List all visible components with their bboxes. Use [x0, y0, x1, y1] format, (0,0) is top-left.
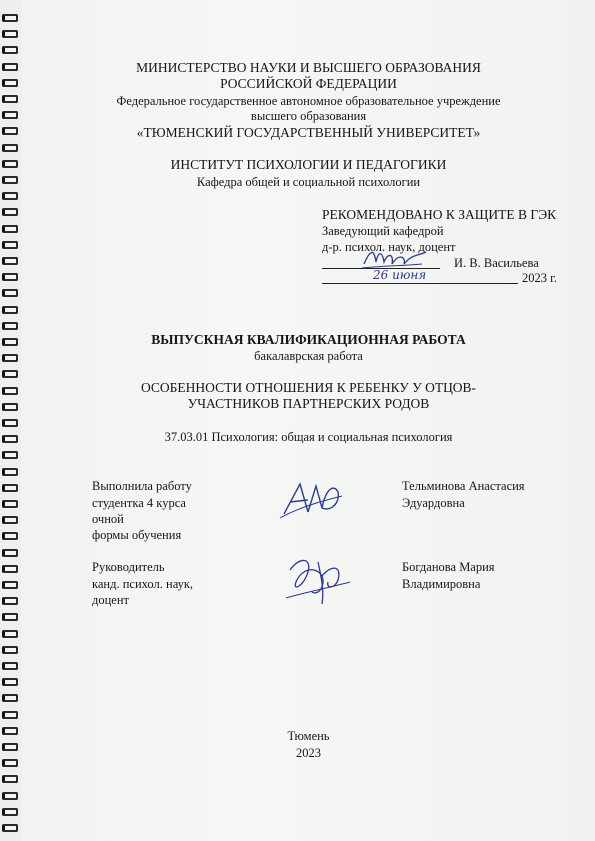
binding-ring [2, 14, 18, 22]
binding-ring [2, 354, 18, 362]
binding-ring [2, 451, 18, 459]
binding-ring [2, 565, 18, 573]
student-label-4: формы обучения [92, 528, 182, 542]
binding-ring [2, 370, 18, 378]
binding-ring [2, 759, 18, 767]
binding-ring [2, 208, 18, 216]
binding-ring [2, 419, 18, 427]
binding-ring [2, 30, 18, 38]
binding-ring [2, 694, 18, 702]
binding-ring [2, 532, 18, 540]
student-label-2: студентка 4 курса [92, 496, 186, 510]
supervisor-label-3: доцент [92, 593, 129, 607]
supervisor-name-2: Владимировна [402, 577, 481, 591]
binding-ring [2, 338, 18, 346]
student-name-1: Тельминова Анастасия [402, 479, 525, 493]
institution-line-1: Федеральное государственное автономное образовательное учреждение [116, 94, 501, 108]
institution-line-2: высшего образования [250, 109, 367, 123]
binding-ring [2, 516, 18, 524]
work-title-line-2: УЧАСТНИКОВ ПАРТНЕРСКИХ РОДОВ [187, 396, 430, 411]
department-name: Кафедра общей и социальной психологии [196, 175, 421, 189]
binding-ring [2, 127, 18, 135]
binding-ring [2, 289, 18, 297]
approval-role: Заведующий кафедрой [322, 224, 444, 238]
binding-ring [2, 241, 18, 249]
student-name-2: Эдуардовна [402, 496, 465, 510]
work-title-line-1: ОСОБЕННОСТИ ОТНОШЕНИЯ К РЕБЕНКУ У ОТЦОВ- [141, 380, 476, 395]
supervisor-label-1: Руководитель [92, 560, 165, 574]
approval-year: 2023 г. [522, 271, 557, 285]
binding-ring [2, 549, 18, 557]
student-label-1: Выполнила работу [92, 479, 192, 493]
approval-title: РЕКОМЕНДОВАНО К ЗАЩИТЕ В ГЭК [322, 207, 557, 222]
binding-ring [2, 792, 18, 800]
binding-ring [2, 144, 18, 152]
binding-ring [2, 597, 18, 605]
supervisor-name-1: Богданова Мария [402, 560, 495, 574]
footer-year: 2023 [296, 746, 321, 760]
binding-ring [2, 711, 18, 719]
binding-ring [2, 500, 18, 508]
binding-ring [2, 678, 18, 686]
binding-ring [2, 468, 18, 476]
binding-ring [2, 403, 18, 411]
binding-ring [2, 775, 18, 783]
binding-ring [2, 111, 18, 119]
approval-handwritten-date: 26 июня [373, 268, 427, 282]
binding-ring [2, 727, 18, 735]
student-label-3: очной [92, 512, 124, 526]
binding-ring [2, 435, 18, 443]
spiral-binding [0, 0, 24, 841]
student-signature [278, 478, 344, 522]
approval-degree: д-р. психол. наук, доцент [322, 240, 456, 254]
specialty: 37.03.01 Психология: общая и социальная психология [164, 430, 453, 444]
binding-ring [2, 225, 18, 233]
work-type: ВЫПУСКНАЯ КВАЛИФИКАЦИОННАЯ РАБОТА [151, 332, 466, 347]
binding-ring [2, 824, 18, 832]
binding-ring [2, 46, 18, 54]
binding-ring [2, 273, 18, 281]
city: Тюмень [287, 729, 330, 743]
binding-ring [2, 646, 18, 654]
binding-ring [2, 257, 18, 265]
institute-name: ИНСТИТУТ ПСИХОЛОГИИ И ПЕДАГОГИКИ [170, 157, 447, 172]
binding-ring [2, 95, 18, 103]
approval-name: И. В. Васильева [454, 256, 539, 270]
ministry-line: МИНИСТЕРСТВО НАУКИ И ВЫСШЕГО ОБРАЗОВАНИЯ [136, 60, 481, 75]
approval-date-line [322, 283, 518, 284]
binding-ring [2, 662, 18, 670]
binding-ring [2, 322, 18, 330]
binding-ring [2, 160, 18, 168]
binding-ring [2, 192, 18, 200]
federation-line: РОССИЙСКОЙ ФЕДЕРАЦИИ [220, 76, 397, 91]
work-subtype: бакалаврская работа [254, 349, 363, 363]
binding-ring [2, 63, 18, 71]
binding-ring [2, 808, 18, 816]
binding-ring [2, 387, 18, 395]
binding-ring [2, 79, 18, 87]
binding-ring [2, 176, 18, 184]
university-name: «ТЮМЕНСКИЙ ГОСУДАРСТВЕННЫЙ УНИВЕРСИТЕТ» [136, 125, 481, 140]
supervisor-signature [282, 552, 352, 608]
binding-ring [2, 484, 18, 492]
binding-ring [2, 581, 18, 589]
supervisor-label-2: канд. психол. наук, [92, 577, 194, 591]
binding-ring [2, 306, 18, 314]
binding-ring [2, 613, 18, 621]
binding-ring [2, 743, 18, 751]
binding-ring [2, 630, 18, 638]
